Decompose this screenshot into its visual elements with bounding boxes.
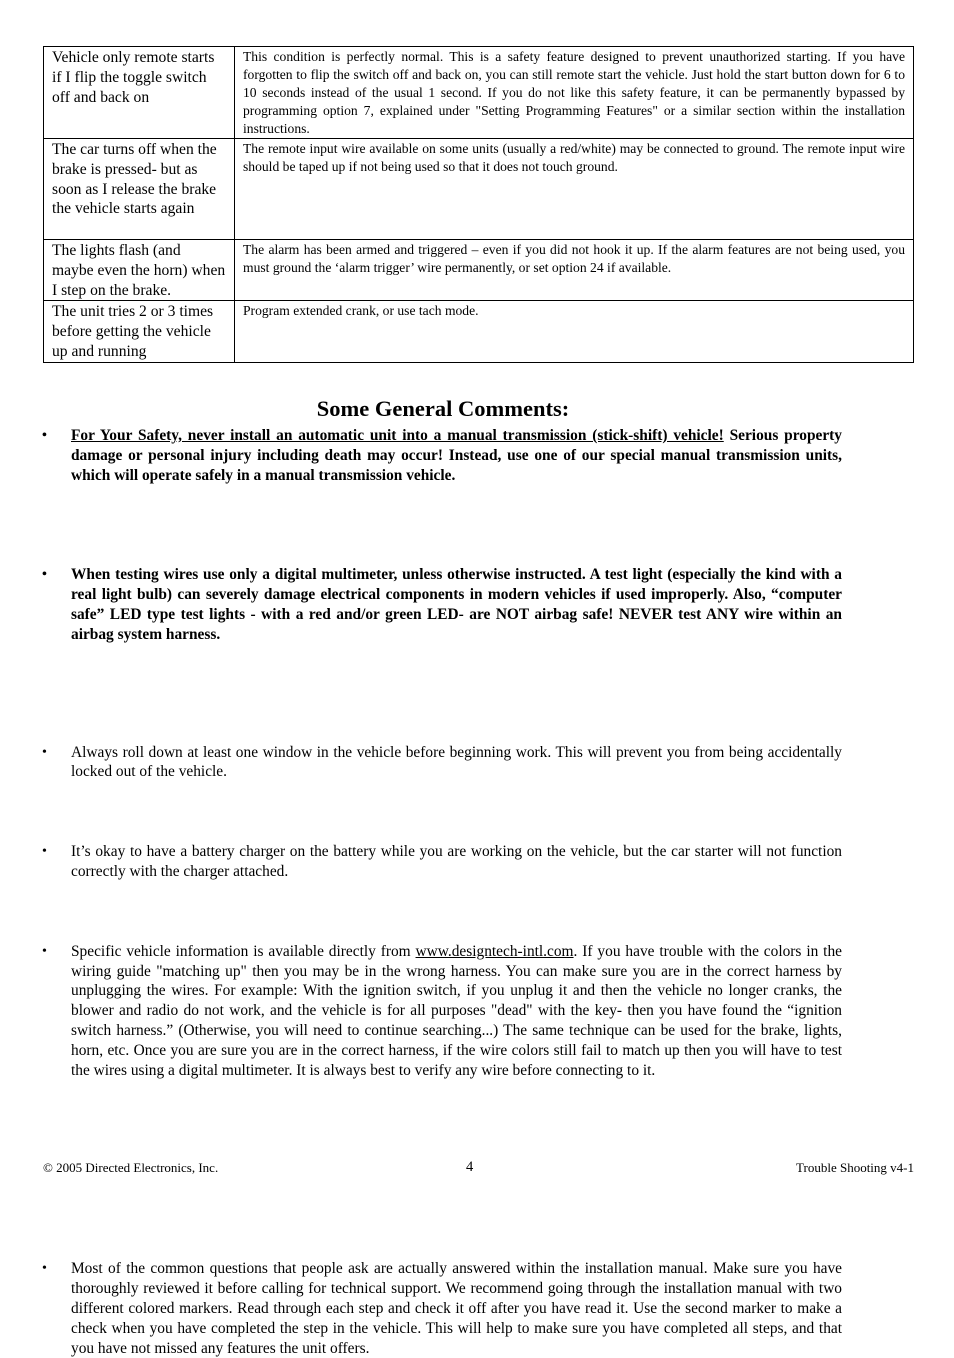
problem-cell: The car turns off when the brake is pressed- but as soon as I release the brake the vehicle starts again — [44, 139, 235, 240]
table-row — [44, 240, 914, 301]
list-item-text: When testing wires use only a digital multimeter, unless otherwise instructed. A test light (especially the kind with a real light bulb) can severely damage electrical components in modern vehicles if used improperly. Also, “computer safe” LED type test lights - with a red and/or green LED- are NOT airbag safe! NEVER test ANY wire within an airbag system harness. — [71, 566, 842, 643]
footer-document-id: Trouble Shooting v4-1 — [796, 1160, 914, 1175]
solution-cell: This condition is perfectly normal. This is a safety feature designed to prevent unauthorized starting. If you have forgotten to flip the switch off and back on, you can still remote start the vehicle. Just hold the start button down for 6 to 10 seconds instead of the usual 1 second. If you do not like this safety feature, it can be permanently bypassed by programming option 7, explained under "Setting Programming Features" or a similar section within the installation instructions. — [235, 47, 914, 139]
list-item — [40, 842, 842, 882]
list-item — [40, 743, 842, 783]
safety-warning-emphasis: For Your Safety, never install an automatic unit into a manual transmission (stick-shift) vehicle! — [71, 427, 724, 444]
list-item — [40, 426, 842, 485]
bullet-icon: • — [42, 567, 47, 583]
solution-cell: The remote input wire available on some units (usually a red/white) may be connected to ground. The remote input wire should be taped up if not being used so that it does not touch ground. — [235, 139, 914, 240]
problem-cell: Vehicle only remote starts if I flip the toggle switch off and back on — [44, 47, 235, 139]
list-item-text: It’s okay to have a battery charger on the battery while you are working on the vehicle, but the car starter will not function correctly with the charger attached. — [71, 843, 842, 880]
troubleshooting-table — [43, 46, 914, 363]
table-row — [44, 47, 914, 139]
footer-copyright: © 2005 Directed Electronics, Inc. — [43, 1160, 219, 1175]
table-row — [44, 139, 914, 240]
problem-cell: The lights flash (and maybe even the horn) when I step on the brake. — [44, 240, 235, 301]
footer-page-number: 4 — [466, 1159, 474, 1175]
list-item — [40, 565, 842, 644]
bullet-icon: • — [42, 744, 47, 760]
solution-cell: Program extended crank, or use tach mode. — [235, 301, 914, 362]
list-item — [40, 1259, 842, 1358]
bullet-icon: • — [42, 844, 47, 860]
list-item-text: Always roll down at least one window in the vehicle before beginning work. This will prevent you from being accidentally locked out of the vehicle. — [71, 743, 842, 781]
list-item-text: . If you have trouble with the colors in the wiring guide "matching up" then you may be in the wrong harness. You can make sure you are in the correct harness by unplugging the wires. For example: With the ignition switch, if you unplug it and then the vehicle no longer cranks, the blower and radio do not work, and the vehicle is for all purposes "dead" with the key- then you have found the “ignition switch harness.” (Otherwise, you will need to continue searching...) The same technique can be used for the brake, lights, horn, etc. Once you are sure you are in the correct harness, if the wire colors still fail to match up then you will have to test the wires using a digital multimeter. It is always best to verify any wire before connecting to it. — [71, 942, 842, 1079]
list-item — [40, 942, 842, 1081]
solution-cell: The alarm has been armed and triggered – even if you did not hook it up. If the alarm features are not being used, you must ground the ‘alarm trigger’ wire permanently, or set option 24 if available. — [235, 240, 914, 301]
list-item-text: Most of the common questions that people ask are actually answered within the installation manual. Make sure you have thoroughly reviewed it before calling for technical support. We recommend going through the installation manual with two different colored markers. Read through each step and check it off after you have read it. Use the second marker to make a check when you have completed the step in the vehicle. This will help to make sure you have completed all steps, and that you have not missed any features the unit offers. — [71, 1260, 842, 1357]
problem-cell: The unit tries 2 or 3 times before getting the vehicle up and running — [44, 301, 235, 362]
bullet-icon: • — [42, 943, 47, 959]
bullet-icon: • — [42, 428, 47, 443]
bullet-icon: • — [42, 1261, 47, 1277]
list-item-text: Specific vehicle information is available directly from — [71, 942, 416, 960]
table-row — [44, 301, 914, 362]
list-item-text: Serious property damage or personal injury including death may occur! Instead, use one of our special manual transmission units, which will operate safely in a manual transmission vehicle. — [71, 427, 842, 484]
section-title: Some General Comments: — [316, 396, 570, 421]
designtech-link[interactable]: www.designtech-intl.com — [415, 942, 574, 960]
